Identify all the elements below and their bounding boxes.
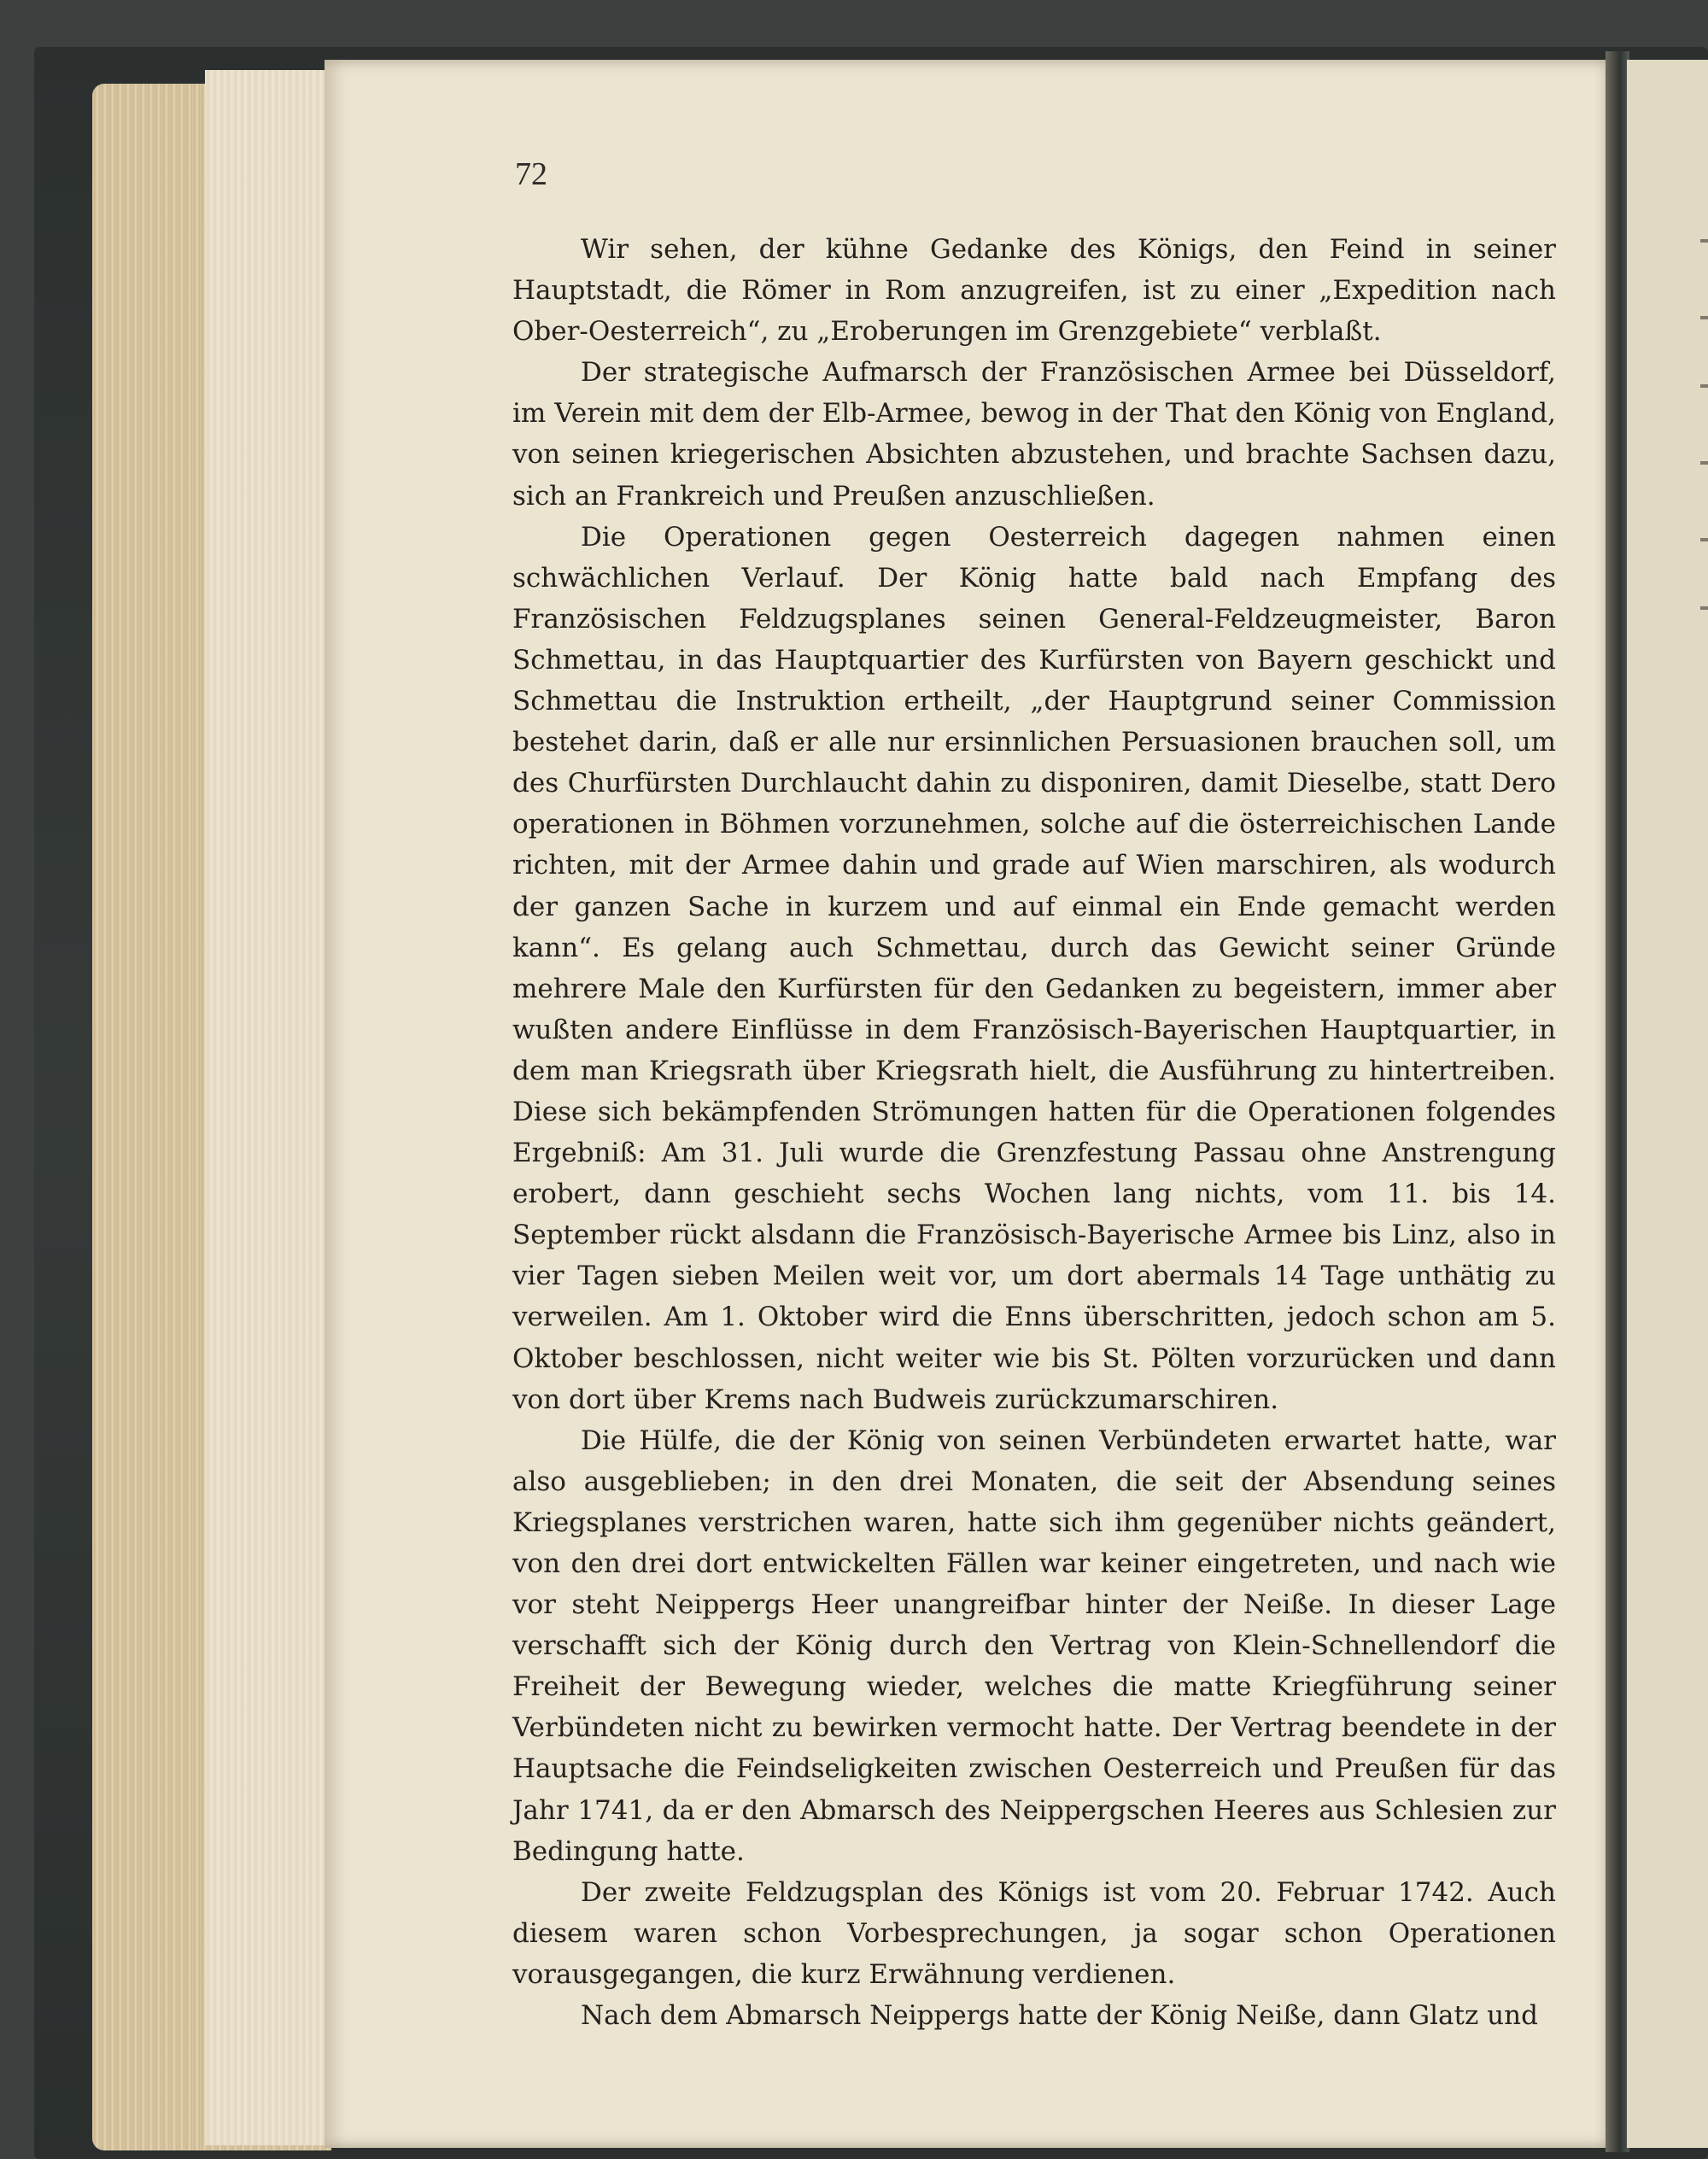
page-edges-inner: [205, 70, 333, 2145]
paragraph: Wir sehen, der kühne Gedanke des Königs, den Feind in seiner Hauptstadt, die Römer in Rom anzugreifen, ist zu einer „Expedition nach Ober-Oesterreich“, zu „Eroberungen im Grenzgebiete“ verblaßt.: [512, 234, 1556, 348]
paragraph: Der zweite Feldzugsplan des Königs ist vom 20. Februar 1742. Auch diesem waren schon Vorbesprechungen, ja sogar schon Operationen vorausgegangen, die kurz Erwähnung verdienen.: [512, 1876, 1556, 1990]
facing-page-edge: [1627, 60, 1708, 2148]
page-number: 72: [515, 156, 547, 192]
body-text: [512, 229, 1556, 2036]
paragraph: Die Hülfe, die der König von seinen Verbündeten erwartet hatte, war also ausgeblieben; in den drei Monaten, die seit der Absendung seines Kriegsplanes verstrichen waren, hatte sich ihm gegenüber nichts geändert, von den drei dort entwickelten Fällen war keiner eingetreten, und nach wie vor steht Neippergs Heer unangreifbar hinter der Neiße. In dieser Lage verschafft sich der König durch den Vertrag von Klein-Schnellendorf die Freiheit der Bewegung wieder, welches die matte Kriegführung seiner Verbündeten nicht zu bewirken vermocht hatte. Der Vertrag beendete in der Hauptsache die Feindseligkeiten zwischen Oesterreich und Preußen für das Jahr 1741, da er den Abmarsch des Neippergschen Heeres aus Schlesien zur Bedingung hatte.: [512, 1425, 1556, 1867]
paragraph: Die Operationen gegen Oesterreich dagegen nahmen einen schwächlichen Verlauf. Der König hatte bald nach Empfang des Französischen Feldzugsplanes seinen General-Feldzeugmeister, Baron Schmettau, in das Hauptquartier des Kurfürsten von Bayern geschickt und Schmettau die Instruktion ertheilt, „der Hauptgrund seiner Commission bestehet darin, daß er alle nur ersinnlichen Persuasionen brauchen soll, um des Churfürsten Durchlaucht dahin zu disponiren, damit Dieselbe, statt Dero operationen in Böhmen vorzunehmen, solche auf die österreichischen Lande richten, mit der Armee dahin und grade auf Wien marschiren, als wodurch der ganzen Sache in kurzem und auf einmal ein Ende gemacht werden kann“. Es gelang auch Schmettau, durch das Gewicht seiner Gründe mehrere Male den Kurfürsten für den Gedanken zu begeistern, immer aber wußten andere Einflüsse in dem Französisch-Bayerischen Hauptquartier, in dem man Kriegsrath über Kriegsrath hielt, die Ausführung zu hintertreiben. Diese sich bekämpfenden Strömungen hatten für die Operationen folgendes Ergebniß: Am 31. Juli wurde die Grenzfestung Passau ohne Anstrengung erobert, dann geschieht sechs Wochen lang nichts, vom 11. bis 14. September rückt alsdann die Französisch-Bayerische Armee bis Linz, also in vier Tagen sieben Meilen weit vor, um dort abermals 14 Tage unthätig zu verweilen. Am 1. Oktober wird die Enns überschritten, jedoch schon am 5. Oktober beschlossen, nicht weiter wie bis St. Pölten vorzurücken und dann von dort über Krems nach Budweis zurückzumarschiren.: [512, 521, 1556, 1415]
paragraph: Nach dem Abmarsch Neippergs hatte der König Neiße, dann Glatz und: [581, 2000, 1538, 2032]
book-gutter: [1606, 51, 1629, 2152]
paragraph: Der strategische Aufmarsch der Französischen Armee bei Düsseldorf, im Verein mit dem der Elb-Armee, bewog in der That den König von England, von seinen kriegerischen Absichten abzustehen, und brachte Sachsen dazu, sich an Frankreich und Preußen anzuschließen.: [512, 357, 1556, 512]
